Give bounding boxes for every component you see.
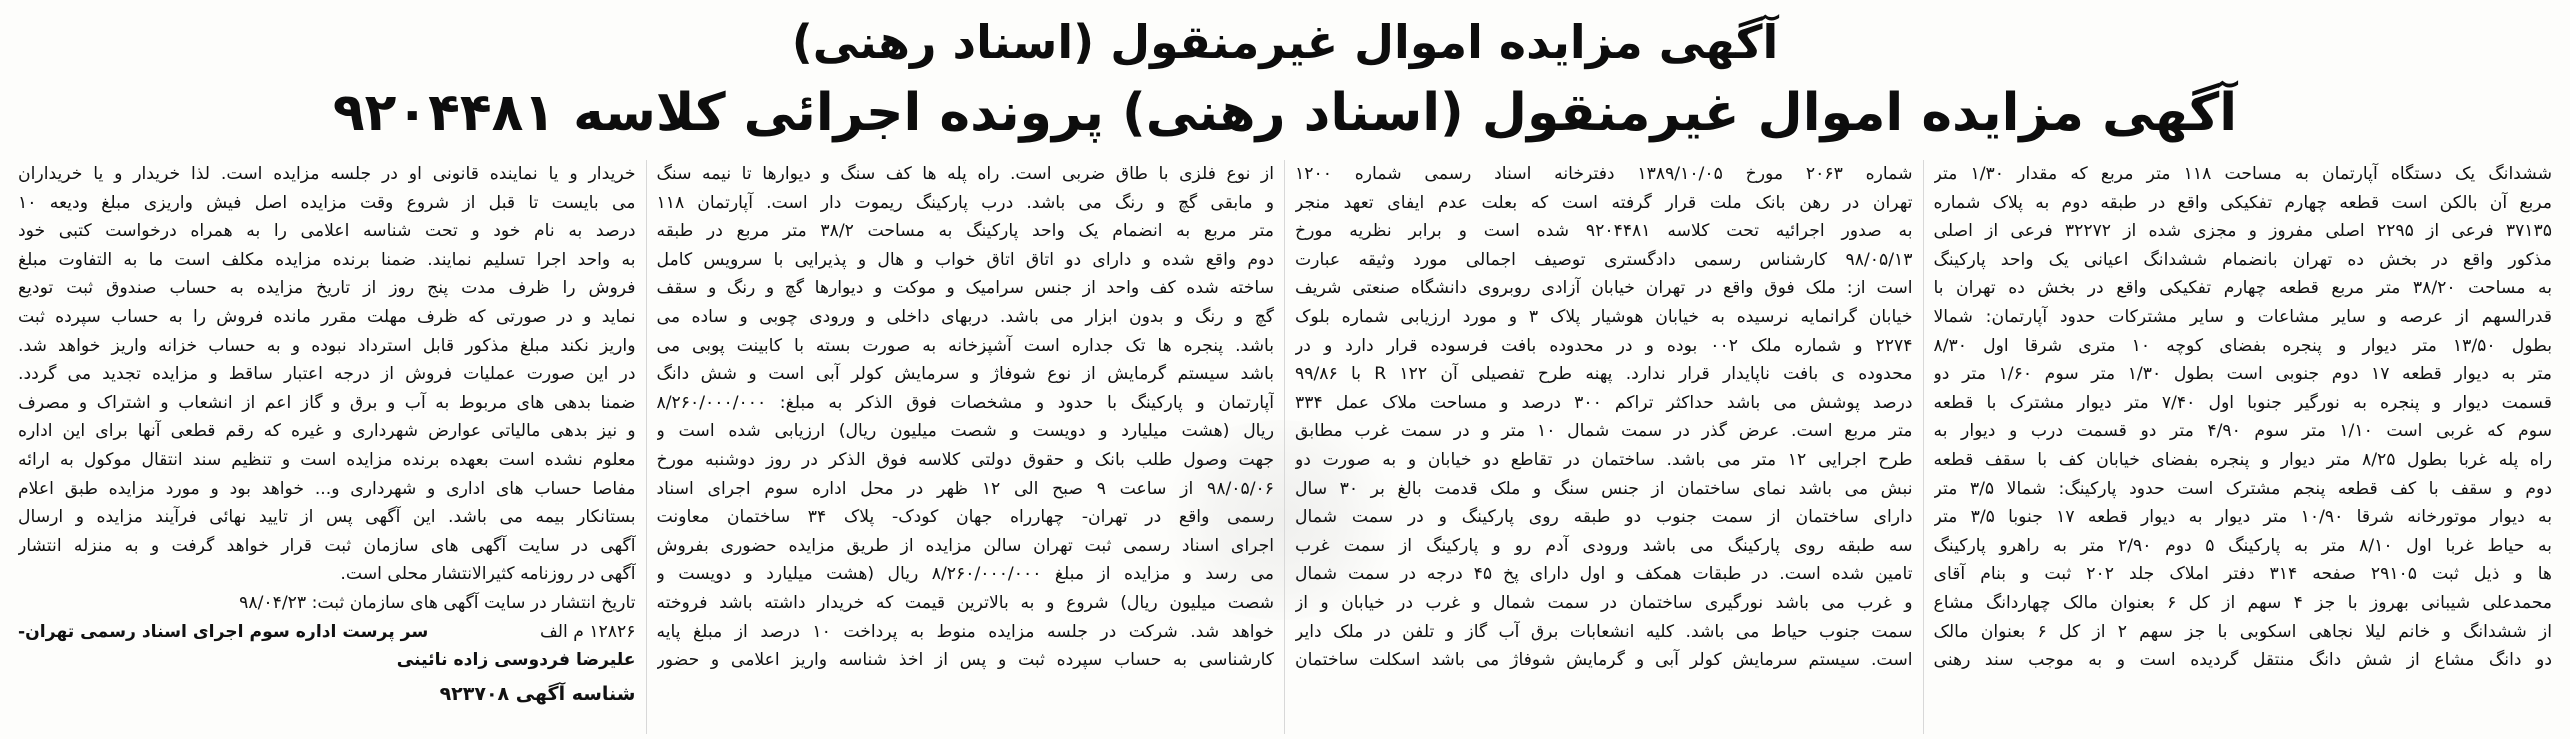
- text-column-2: [1285, 160, 1924, 734]
- text-line: از ششدانگ و خانم لیلا نجاهی اسکوبی با جز سهم ۲ از کل ۶ بعنوان مالک: [1933, 621, 2552, 642]
- text-line: از نوع فلزی با طاق ضربی است. راه پله ها کف سنگ و دیوارها تا نیمه سنگ: [656, 164, 1274, 184]
- text-line: طرح اجرایی ۱۲ متر می باشد. ساختمان در تقاطع دو خیابان و به صورت دو: [1295, 449, 1913, 470]
- text-line: آپارتمان و پارکینگ با حدود و مشخصات فوق الذکر به مبلغ: ۸/۲۶۰/۰۰۰/۰۰۰: [656, 392, 1274, 413]
- publish-date-line: تاریخ انتشار در سایت آگهی های سازمان ثبت: ۹۸/۰۴/۲۳: [239, 592, 636, 613]
- text-line: به دیوار موتورخانه شرقا ۱۰/۹۰ متر دیوار به دیوار قطعه ۱۷ جنوبا ۳/۵ متر: [1933, 507, 2552, 528]
- text-line: است. سیستم سرمایش کولر آبی و گرمایش شوفاژ می باشد اسکلت ساختمان: [1295, 650, 1913, 671]
- text-line: است از: ملک فوق واقع در تهران خیابان آزادی روبروی دانشگاه صنعتی شریف: [1295, 278, 1913, 299]
- text-line: جهت وصول طلب بانک و حقوق دولتی کلاسه فوق الذکر در روز دوشنبه مورخ: [656, 449, 1274, 470]
- text-line: خواهد شد. شرکت در جلسه مزایده منوط به پرداخت ۱۰ درصد از مبلغ پایه: [656, 621, 1274, 642]
- text-line: آگهی در روزنامه کثیرالانتشار محلی است.: [340, 564, 636, 585]
- text-line: مربع آن بالکن است قطعه چهارم تفکیکی واقع در طبقه دوم به پلاک شماره: [1933, 192, 2552, 213]
- text-column-3: [647, 160, 1286, 734]
- notice-body: [8, 160, 2562, 734]
- text-line: در این صورت عملیات فروش از درجه اعتبار ساقط و مزایده تجدید می گردد.: [18, 364, 636, 385]
- notice-title-large: آگهی مزایده اموال غیرمنقول (اسناد رهنی) پرونده اجرائی کلاسه ۹۲۰۴۴۸۱: [332, 83, 2238, 143]
- text-line: ۳۷۱۳۵ فرعی از ۲۲۹۵ اصلی مفروز و مجزی شده از ۳۲۲۷۲ فرعی از اصلی: [1933, 221, 2552, 242]
- text-line: متر مربع است. عرض گذر در سمت شمال ۱۰ متر و در سمت غرب مطابق: [1295, 421, 1913, 442]
- text-line: باشد. پنجره ها تک جداره است آشپزخانه به صورت بسته با کابینت پوبی می: [656, 335, 1274, 356]
- text-line: کارشناسی به حساب سپرده ثبت و پس از اخذ شناسه واریز اعلامی و حضور: [656, 650, 1274, 671]
- text-line: نبش می باشد نمای ساختمان از جنس سنگ و ملک قدمت بالغ بر ۳۰ سال: [1295, 478, 1913, 499]
- text-line: آگهی در سایت آگهی های سازمان ثبت قرار خواهد گرفت و به منزله انتشار: [18, 535, 636, 556]
- text-line: متر به دیوار قطعه ۱۷ دوم جنوبی است بطول ۱/۳۰ متر سوم ۱/۶۰ متر دو: [1933, 364, 2552, 385]
- text-line: ضمنا بدهی های مربوط به آب و برق و گاز اعم از انشعاب و اشتراک و مصرف: [18, 392, 636, 413]
- text-line: ها و ذیل ثبت ۲۹۱۰۵ صفحه ۳۱۴ دفتر املاک جلد ۲۰۲ ثبت و بنام آقای: [1933, 564, 2552, 585]
- text-line: واریز نکند مبلغ مذکور قابل استرداد نبوده و به حساب خزانه واریز خواهد شد.: [18, 335, 636, 356]
- text-line: فروش را ظرف مدت پنج روز از تاریخ مزایده به حساب صندوق ثبت تودیع: [18, 278, 636, 299]
- text-line: می بایست تا قبل از شروع وقت مزایده اصل فیش واریزی مبلغ ودیعه ۱۰: [18, 192, 636, 213]
- text-line: ۹۸/۰۵/۰۶ از ساعت ۹ صبح الی ۱۲ ظهر در محل اداره سوم اجرای اسناد: [656, 478, 1274, 499]
- text-line: به مساحت ۳۸/۲۰ متر مربع قطعه چهارم تفکیکی واقع در بخش ده تهران با: [1933, 278, 2552, 299]
- text-line: ۹۸/۰۵/۱۳ کارشناس رسمی دادگستری توصیف اجمالی مورد وثیقه عبارت: [1295, 249, 1913, 270]
- text-line: سمت جنوب حیاط می باشد. کلیه انشعابات برق آب گاز و تلفن در ملک دایر: [1295, 621, 1913, 642]
- text-line: و نیز بدهی مالیاتی عوارض شهرداری و غیره که رقم قطعی آنها برای این اداره: [18, 421, 636, 442]
- text-line: ششدانگ یک دستگاه آپارتمان به مساحت ۱۱۸ متر مربع که مقدار ۱/۳۰ متر: [1933, 164, 2552, 184]
- text-line: شماره ۲۰۶۳ مورخ ۱۳۸۹/۱۰/۰۵ دفترخانه اسناد رسمی شماره ۱۲۰۰: [1295, 164, 1913, 184]
- text-line: بستانکار بیمه می باشد. این آگهی پس از تایید نهائی فرآیند مزایده و ارسال: [18, 507, 636, 528]
- text-line: قدرالسهم از عرصه و سایر مشاعات و سایر مشترکات حدود آپارتمان: شمالا: [1933, 306, 2552, 327]
- text-line: و مابقی گچ و رنگ می باشد. درب پارکینگ ریموت دار است. آپارتمان ۱۱۸: [656, 192, 1274, 213]
- text-line: سوم که غربی است ۱/۱۰ متر سوم ۴/۹۰ متر دو قسمت درب و دیوار به: [1933, 421, 2552, 442]
- text-line: ریال (هشت میلیارد و دویست و شصت میلیون ریال) ارزیابی شده است و: [656, 421, 1274, 442]
- text-line: باشد سیستم گرمایش از نوع شوفاژ و سرمایش کولر آبی است و شش دانگ: [656, 364, 1274, 385]
- text-line: محدوده ی بافت ناپایدار قرار ندارد. پهنه طرح تفصیلی آن R ۱۲۲ با ۹۹/۸۶: [1295, 364, 1913, 385]
- text-line: دوم واقع شده و دارای دو اتاق اتاق خواب و هال و پذیرایی با سرویس کامل: [656, 249, 1274, 270]
- text-line: نماید و در صورتی که ظرف مهلت مقرر مانده فروش را به حساب سپرده ثبت: [18, 306, 636, 327]
- text-line: مفاصا حساب های اداری و شهرداری و... خواهد بود و مورد مزایده طبق اعلام: [18, 478, 636, 499]
- text-line: گچ و رنگ و بدون ابزار می باشد. دربهای داخلی و ورودی چوبی و ساده می: [656, 306, 1274, 327]
- text-line: خیابان گرانمایه نرسیده به خیابان هوشیار پلاک ۳ و مورد ارزیابی شماره بلوک: [1295, 306, 1913, 327]
- text-line: دوم و سقف با کف قطعه پنجم مشترک است حدود پارکینگ: شمالا ۳/۵ متر: [1933, 478, 2552, 499]
- text-line: درصد به نام خود و تحت شناسه اعلامی را به همراه درخواست کتبی خود: [18, 221, 636, 242]
- officer-row: [18, 646, 636, 675]
- text-line: محمدعلی شیبانی بهروز با جز ۴ سهم از کل ۶ بعنوان مالک چهاردانگ مشاع: [1933, 592, 2552, 613]
- text-line: به حیاط غربا اول ۸/۱۰ متر به پارکینگ ۵ دوم ۲/۹۰ متر به راهرو پارکینگ: [1933, 535, 2552, 556]
- text-line: بطول ۱۳/۵۰ متر دیوار و پنجره بفضای کوچه ۱۰ متری شرقا اول ۸/۳۰: [1933, 335, 2552, 356]
- text-line: اجرای اسناد رسمی ثبت تهران سالن مزایده از طریق مزایده حضوری بفروش: [656, 535, 1274, 556]
- text-line: درصد پوشش می باشد حداکثر تراکم ۳۰۰ درصد و مساحت ملاک عمل ۳۳۴: [1295, 392, 1913, 413]
- text-line: می رسد و مزایده از مبلغ ۸/۲۶۰/۰۰۰/۰۰۰ ریال (هشت میلیارد و دویست و: [656, 564, 1274, 585]
- text-column-1: [1924, 160, 2563, 734]
- text-line: ساخته شده کف واحد از جنس سرامیک و موکت و دیوارها گچ و رنگ و سقف: [656, 278, 1274, 299]
- officer-name: علیرضا فردوسی زاده نائینی: [396, 650, 636, 671]
- text-line: و غرب می باشد نورگیری ساختمان در سمت شمال و غرب در خیابان و از: [1295, 592, 1913, 613]
- text-line: دو دانگ مشاع از شش دانگ منتقل گردیده است و به موجب سند رهنی: [1933, 650, 2552, 671]
- text-line: رسمی واقع در تهران- چهارراه جهان کودک- پلاک ۳۴ ساختمان معاونت: [656, 507, 1274, 528]
- text-line: تامین شده است. در طبقات همکف و اول دارای پخ ۴۵ درجه در سمت شمال: [1295, 564, 1913, 585]
- text-line: قسمت دیوار و پنجره به نورگیر جنوبا اول ۷/۴۰ متر دیوار مشترک با قطعه: [1933, 392, 2552, 413]
- text-line: شصت میلیون ریال) شروع و به بالاترین قیمت که خریدار داشته باشد فروخته: [656, 592, 1274, 613]
- notice-id: شناسه آگهی ۹۲۳۷۰۸: [439, 682, 636, 705]
- text-line: به صدور اجرائیه تحت کلاسه ۹۲۰۴۴۸۱ شده است و برابر نظریه مورخ: [1295, 221, 1913, 242]
- text-line: مذکور واقع در بخش ده تهران بانضمام ششدانگ اعیانی یک واحد پارکینگ: [1933, 249, 2552, 270]
- text-line: سه طبقه روی پارکینگ می باشد ورودی آدم رو و پارکینگ از سمت غرب: [1295, 535, 1913, 556]
- text-line: دارای ساختمان از سمت جنوب دو طبقه روی پارکینگ و در سمت شمال: [1295, 507, 1913, 528]
- signature-row: [18, 618, 636, 647]
- text-line: خریدار و یا نماینده قانونی او در جلسه مزایده است. لذا خریدار و یا خریداران: [18, 164, 636, 184]
- text-line: تهران در رهن بانک ملت قرار گرفته است که بعلت عدم ایفای تعهد منجر: [1295, 192, 1913, 213]
- text-column-4: [8, 160, 647, 734]
- notice-title-small: آگهی مزایده اموال غیرمنقول (اسناد رهنی): [791, 15, 1779, 69]
- notice-code: ۱۲۸۲۶ م الف: [539, 621, 636, 642]
- text-line: راه پله غربا بطول ۸/۲۵ متر دیوار و پنجره بفضای خیابان کف با سقف قطعه: [1933, 449, 2552, 470]
- office-title: سر پرست اداره سوم اجرای اسناد رسمی تهران-: [18, 621, 429, 642]
- text-line: به واحد اجرا تسلیم نمایند. ضمنا برنده مزایده مکلف است ما به التفاوت مبلغ: [18, 249, 636, 270]
- text-line: متر مربع به انضمام یک واحد پارکینگ به مساحت ۳۸/۲ متر مربع در طبقه: [656, 221, 1274, 242]
- text-line: ۲۲۷۴ و شماره ملک ۰۰۲ بوده و در محدوده بافت فرسوده قرار دارد و در: [1295, 335, 1913, 356]
- text-line: معلوم نشده است بعهده برنده مزایده است و تنظیم سند انتقال موکول به ارائه: [18, 449, 636, 470]
